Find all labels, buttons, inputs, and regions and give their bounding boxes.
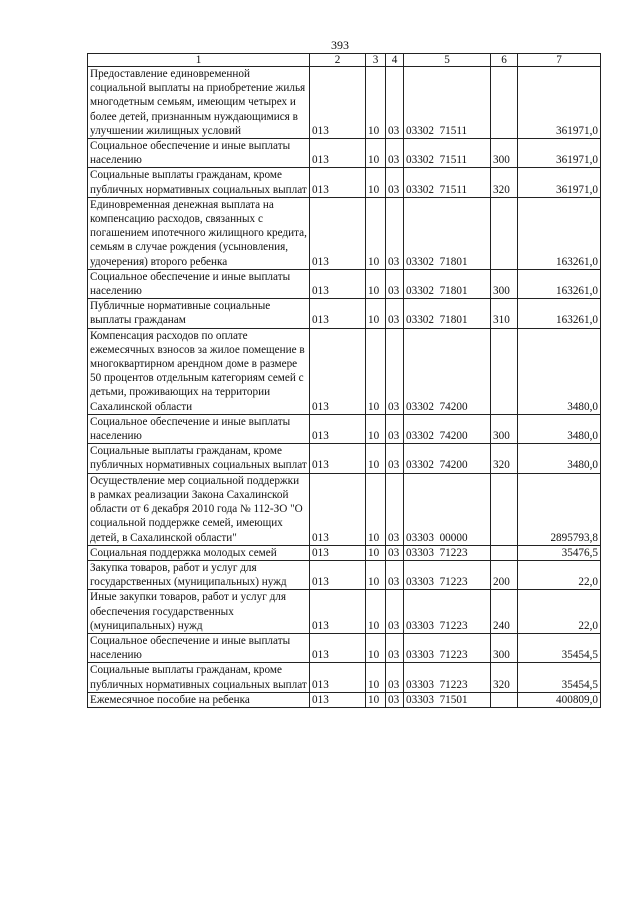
table-row: [88, 299, 601, 328]
row-name-cell: Социальное обеспечение и иные выплаты населению: [88, 269, 310, 298]
row-grbs-cell: 013: [310, 560, 366, 589]
row-section-cell: 10: [366, 328, 386, 414]
row-name-cell: Закупка товаров, работ и услуг для государственных (муниципальных) нужд: [88, 560, 310, 589]
header-cell: 7: [518, 54, 601, 67]
header-cell: 2: [310, 54, 366, 67]
row-expense-type-cell: 240: [491, 590, 518, 634]
table-row: [88, 663, 601, 692]
row-subsection-cell: 03: [386, 444, 404, 473]
row-grbs-cell: 013: [310, 545, 366, 560]
row-subsection-cell: 03: [386, 414, 404, 443]
budget-table: [87, 53, 601, 708]
header-cell: 4: [386, 54, 404, 67]
row-subsection-cell: 03: [386, 590, 404, 634]
header-cell: 6: [491, 54, 518, 67]
row-amount-cell: 361971,0: [518, 139, 601, 168]
row-section-cell: 10: [366, 473, 386, 545]
row-name-cell: Социальные выплаты гражданам, кроме публичных нормативных социальных выплат: [88, 663, 310, 692]
row-section-cell: 10: [366, 67, 386, 139]
row-subsection-cell: 03: [386, 67, 404, 139]
row-expense-type-cell: [491, 197, 518, 269]
row-grbs-cell: 013: [310, 590, 366, 634]
table-row: [88, 197, 601, 269]
row-section-cell: 10: [366, 299, 386, 328]
row-expense-type-cell: [491, 692, 518, 707]
row-name-cell: Публичные нормативные социальные выплаты гражданам: [88, 299, 310, 328]
row-grbs-cell: 013: [310, 663, 366, 692]
row-expense-type-cell: 320: [491, 168, 518, 197]
row-grbs-cell: 013: [310, 328, 366, 414]
row-grbs-cell: 013: [310, 67, 366, 139]
row-grbs-cell: 013: [310, 168, 366, 197]
row-subsection-cell: 03: [386, 139, 404, 168]
row-target-article-cell: 03302 71801: [404, 197, 491, 269]
table-row: [88, 328, 601, 414]
row-section-cell: 10: [366, 590, 386, 634]
page-number: 393: [331, 38, 349, 52]
row-grbs-cell: 013: [310, 692, 366, 707]
row-amount-cell: 3480,0: [518, 328, 601, 414]
row-grbs-cell: 013: [310, 444, 366, 473]
row-amount-cell: 22,0: [518, 590, 601, 634]
row-target-article-cell: 03303 71223: [404, 590, 491, 634]
row-target-article-cell: 03302 74200: [404, 414, 491, 443]
row-name-cell: Предоставление единовременной социальной выплаты на приобретение жилья многодетным семьям, имеющим четырех и более детей, признанным нуждающимися в улучшении жилищных условий: [88, 67, 310, 139]
row-grbs-cell: 013: [310, 633, 366, 662]
row-grbs-cell: 013: [310, 269, 366, 298]
row-expense-type-cell: [491, 473, 518, 545]
row-section-cell: 10: [366, 633, 386, 662]
header-cell: 5: [404, 54, 491, 67]
row-section-cell: 10: [366, 545, 386, 560]
row-target-article-cell: 03302 74200: [404, 444, 491, 473]
row-expense-type-cell: [491, 328, 518, 414]
row-section-cell: 10: [366, 269, 386, 298]
table-row: [88, 473, 601, 545]
row-grbs-cell: 013: [310, 414, 366, 443]
row-target-article-cell: 03303 71501: [404, 692, 491, 707]
row-section-cell: 10: [366, 168, 386, 197]
row-subsection-cell: 03: [386, 299, 404, 328]
row-target-article-cell: 03302 71511: [404, 139, 491, 168]
row-section-cell: 10: [366, 139, 386, 168]
header-cell: 3: [366, 54, 386, 67]
row-expense-type-cell: 300: [491, 139, 518, 168]
row-amount-cell: 400809,0: [518, 692, 601, 707]
row-amount-cell: 361971,0: [518, 168, 601, 197]
row-expense-type-cell: 200: [491, 560, 518, 589]
row-section-cell: 10: [366, 663, 386, 692]
row-subsection-cell: 03: [386, 545, 404, 560]
row-name-cell: Единовременная денежная выплата на компенсацию расходов, связанных с погашением ипотечного жилищного кредита, семьям в случае рождения (усыновления, удочерения) второго ребенка: [88, 197, 310, 269]
row-grbs-cell: 013: [310, 473, 366, 545]
row-expense-type-cell: 300: [491, 633, 518, 662]
row-amount-cell: 361971,0: [518, 67, 601, 139]
row-subsection-cell: 03: [386, 269, 404, 298]
row-amount-cell: 3480,0: [518, 414, 601, 443]
row-target-article-cell: 03303 71223: [404, 663, 491, 692]
table-row: [88, 67, 601, 139]
row-grbs-cell: 013: [310, 299, 366, 328]
row-amount-cell: 163261,0: [518, 299, 601, 328]
row-target-article-cell: 03303 00000: [404, 473, 491, 545]
row-target-article-cell: 03302 71511: [404, 168, 491, 197]
row-target-article-cell: 03302 74200: [404, 328, 491, 414]
row-subsection-cell: 03: [386, 663, 404, 692]
table-row: [88, 692, 601, 707]
row-name-cell: Социальное обеспечение и иные выплаты населению: [88, 139, 310, 168]
row-target-article-cell: 03302 71801: [404, 269, 491, 298]
row-target-article-cell: 03303 71223: [404, 633, 491, 662]
row-section-cell: 10: [366, 414, 386, 443]
row-name-cell: Социальное обеспечение и иные выплаты населению: [88, 633, 310, 662]
row-section-cell: 10: [366, 197, 386, 269]
table-row: [88, 545, 601, 560]
row-expense-type-cell: [491, 545, 518, 560]
row-target-article-cell: 03303 71223: [404, 560, 491, 589]
row-section-cell: 10: [366, 444, 386, 473]
row-name-cell: Социальная поддержка молодых семей: [88, 545, 310, 560]
row-amount-cell: 35454,5: [518, 663, 601, 692]
row-section-cell: 10: [366, 560, 386, 589]
row-subsection-cell: 03: [386, 633, 404, 662]
row-expense-type-cell: 300: [491, 269, 518, 298]
row-expense-type-cell: 310: [491, 299, 518, 328]
table-row: [88, 633, 601, 662]
row-subsection-cell: 03: [386, 692, 404, 707]
row-name-cell: Ежемесячное пособие на ребенка: [88, 692, 310, 707]
row-target-article-cell: 03302 71801: [404, 299, 491, 328]
table-row: [88, 269, 601, 298]
row-amount-cell: 35476,5: [518, 545, 601, 560]
table-row: [88, 139, 601, 168]
row-grbs-cell: 013: [310, 197, 366, 269]
row-amount-cell: 163261,0: [518, 269, 601, 298]
table-row: [88, 560, 601, 589]
row-amount-cell: 3480,0: [518, 444, 601, 473]
row-expense-type-cell: 320: [491, 444, 518, 473]
row-grbs-cell: 013: [310, 139, 366, 168]
row-amount-cell: 163261,0: [518, 197, 601, 269]
row-subsection-cell: 03: [386, 328, 404, 414]
row-subsection-cell: 03: [386, 168, 404, 197]
row-target-article-cell: 03302 71511: [404, 67, 491, 139]
row-amount-cell: 2895793,8: [518, 473, 601, 545]
row-target-article-cell: 03303 71223: [404, 545, 491, 560]
header-row: [88, 54, 601, 67]
row-name-cell: Иные закупки товаров, работ и услуг для обеспечения государственных (муниципальных) нужд: [88, 590, 310, 634]
header-cell: 1: [88, 54, 310, 67]
row-amount-cell: 22,0: [518, 560, 601, 589]
row-name-cell: Социальное обеспечение и иные выплаты населению: [88, 414, 310, 443]
row-subsection-cell: 03: [386, 560, 404, 589]
row-subsection-cell: 03: [386, 473, 404, 545]
row-name-cell: Социальные выплаты гражданам, кроме публичных нормативных социальных выплат: [88, 168, 310, 197]
row-name-cell: Социальные выплаты гражданам, кроме публичных нормативных социальных выплат: [88, 444, 310, 473]
table-row: [88, 414, 601, 443]
row-amount-cell: 35454,5: [518, 633, 601, 662]
row-section-cell: 10: [366, 692, 386, 707]
row-expense-type-cell: [491, 67, 518, 139]
row-expense-type-cell: 320: [491, 663, 518, 692]
table-row: [88, 444, 601, 473]
row-name-cell: Компенсация расходов по оплате ежемесячных взносов за жилое помещение в многоквартирном арендном доме в размере 50 процентов отдельным категориям семей с детьми, проживающих на территории Сахалинской области: [88, 328, 310, 414]
table-row: [88, 168, 601, 197]
row-subsection-cell: 03: [386, 197, 404, 269]
table-row: [88, 590, 601, 634]
row-name-cell: Осуществление мер социальной поддержки в рамках реализации Закона Сахалинской области от 6 декабря 2010 года № 112-ЗО "О социальной поддержке семей, имеющих детей, в Сахалинской области": [88, 473, 310, 545]
row-expense-type-cell: 300: [491, 414, 518, 443]
